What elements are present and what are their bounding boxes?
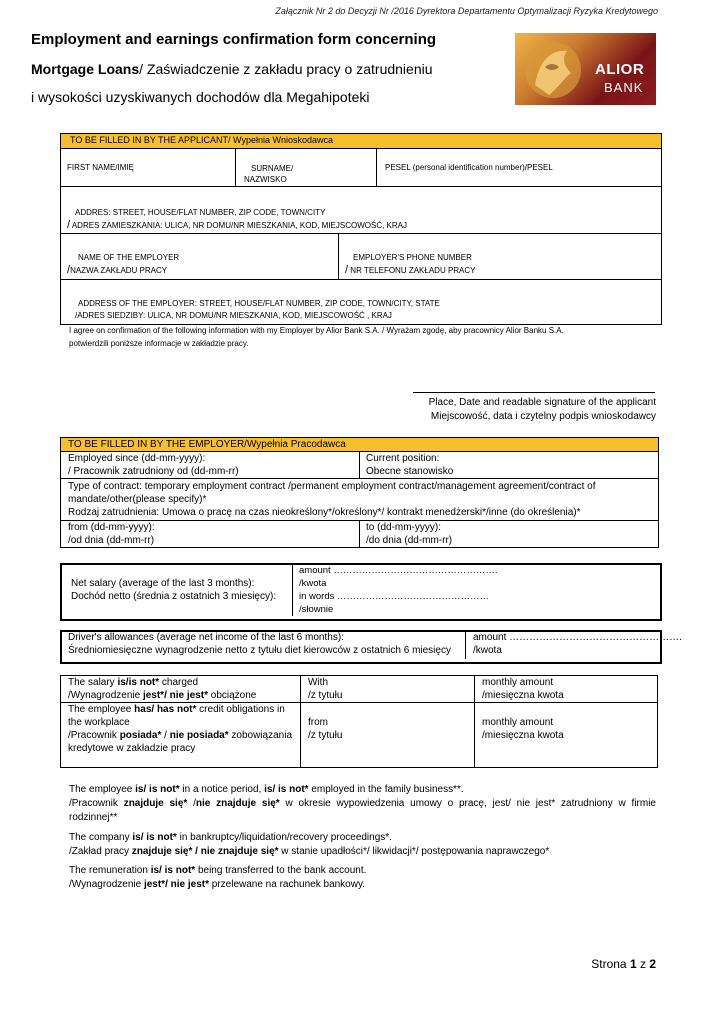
attachment-note: Załącznik Nr 2 do Decyzji Nr /2016 Dyrektora Departamentu Optymalizacji Ryzyka Kredytowego bbox=[275, 6, 658, 16]
pesel-field[interactable]: PESEL (personal identification number)/PESEL bbox=[385, 163, 553, 172]
notice-period-statement: The employee is/ is not* in a notice period, is/ is not* employed in the family business**. /Pracownik znajduje się* /nie znajduje się* w okresie wypowiedzenia umowy o pracę, jest/ nie jest* zatrudniony w firmie rodzinnej** bbox=[69, 784, 656, 823]
net-salary-label: Net salary (average of the last 3 months): Dochód netto (średnia z ostatnich 3 miesięcy): bbox=[71, 578, 277, 602]
remuneration-transfer-statement: The remuneration is/ is not* being transferred to the bank account. /Wynagrodzenie jest*/ nie jest* przelewane na rachunek bankowy. bbox=[69, 865, 367, 890]
form-subtitle: Mortgage Loans/ Zaświadczenie z zakładu pracy o zatrudnieniu bbox=[31, 61, 433, 77]
page-number: Strona 1 z 2 bbox=[591, 957, 656, 971]
contract-from-field[interactable]: from (dd-mm-yyyy): /od dnia (dd-mm-rr) bbox=[68, 522, 155, 546]
first-name-field[interactable]: FIRST NAME/IMIĘ bbox=[67, 163, 134, 172]
bankruptcy-statement: The company is/ is not* in bankruptcy/liquidation/recovery proceedings*. /Zakład pracy znajduje się* / nie znajduje się* w stanie upadłości*/ likwidacji*/ postępowania naprawczego* bbox=[69, 832, 550, 857]
contract-type-field[interactable]: Type of contract: temporary employment contract /permanent employment contract/management agreement/contract of mandate/other(please specify)* Rodzaj zatrudnienia: Umowa o pracę na czas nieokreślony*/określony*/ kontrakt menedżerski*/inne (do określenia)* bbox=[68, 481, 596, 518]
employer-name-field[interactable]: NAME OF THE EMPLOYER /NAZWA ZAKŁADU PRACY bbox=[67, 253, 180, 276]
credit-obligations-from-field[interactable]: from /z tytułu bbox=[308, 717, 343, 741]
contract-to-field[interactable]: to (dd-mm-yyyy): /do dnia (dd-mm-rr) bbox=[366, 522, 453, 546]
salary-charged-text: The salary is/is not* charged /Wynagrodzenie jest*/ nie jest* obciążone bbox=[68, 677, 257, 701]
consent-text: I agree on confirmation of the following information with my Employer by Alior Bank S.A. / Wyrażam zgodę, aby pracownicy Alior Banku S.A. potwierdzili poniższe informacje w zakładzie pracy. bbox=[69, 326, 564, 348]
form-subtitle-line3: i wysokości uzyskiwanych dochodów dla Megahipoteki bbox=[31, 89, 370, 105]
employer-address-field[interactable]: ADDRESS OF THE EMPLOYER: STREET, HOUSE/FLAT NUMBER, ZIP CODE, TOWN/CITY, STATE /ADRES SIEDZIBY: ULICA, NR DOMU/NR MIESZKANIA, KOD, MIEJSCOWOŚĆ , KRAJ bbox=[75, 299, 440, 320]
home-address-field[interactable]: ADDRES: STREET, HOUSE/FLAT NUMBER, ZIP CODE, TOWN/CITY / ADRES ZAMIESZKANIA: ULICA, NR DOMU/NR MIESZKANIA, KOD, MIEJSCOWOŚĆ, KRAJ bbox=[67, 208, 407, 231]
form-title: Employment and earnings confirmation form concerning bbox=[31, 31, 437, 48]
salary-charged-with-field[interactable]: With /z tytułu bbox=[308, 677, 343, 701]
net-salary-amount-field[interactable]: amount ……………………………………………. /kwota in words ………………………………………… /słownie bbox=[299, 565, 498, 615]
credit-obligations-text: The employee has/ has not* credit obligations in the workplace /Pracownik posiada* / nie posiada* zobowiązania kredytowe w zakładzie pracy bbox=[68, 704, 292, 754]
credit-obligations-monthly-field[interactable]: monthly amount /miesięczna kwota bbox=[482, 717, 564, 741]
current-position-field[interactable]: Current position: Obecne stanowisko bbox=[366, 453, 454, 477]
signature-line[interactable] bbox=[413, 392, 655, 393]
lion-emblem-icon bbox=[521, 37, 585, 103]
drivers-allowance-label: Driver's allowances (average net income of the last 6 months): Średniomiesięczne wynagrodzenie netto z tytułu diet kierowców z ostatnich 6 miesięcy bbox=[68, 632, 451, 656]
employed-since-field[interactable]: Employed since (dd-mm-yyyy): / Pracownik zatrudniony od (dd-mm-rr) bbox=[68, 453, 239, 477]
drivers-allowance-amount-field[interactable]: amount ……………………………………………. /kwota bbox=[473, 632, 682, 656]
logo-word-bank: BANK bbox=[604, 80, 644, 95]
applicant-section-header: TO BE FILLED IN BY THE APPLICANT/ Wypełnia Wnioskodawca bbox=[61, 134, 661, 148]
applicant-signature-label: Place, Date and readable signature of the applicant Miejscowość, data i czytelny podpis wnioskodawcy bbox=[428, 397, 656, 422]
alior-bank-logo bbox=[515, 33, 656, 105]
surname-field[interactable]: SURNAME/ NAZWISKO bbox=[244, 164, 294, 184]
employer-phone-field[interactable]: EMPLOYER'S PHONE NUMBER / NR TELEFONU ZAKŁADU PRACY bbox=[345, 253, 476, 276]
employer-section-header: TO BE FILLED IN BY THE EMPLOYER/Wypełnia Pracodawca bbox=[61, 438, 658, 452]
logo-word-alior: ALIOR bbox=[595, 61, 645, 78]
salary-charged-monthly-field[interactable]: monthly amount /miesięczna kwota bbox=[482, 677, 564, 701]
